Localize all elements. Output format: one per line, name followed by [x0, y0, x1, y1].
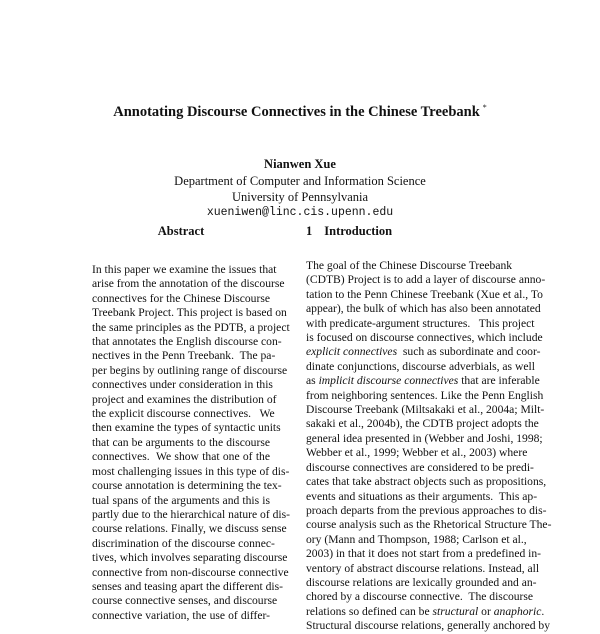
text-segment: nectives in the Penn Treebank. The pa- [92, 349, 276, 363]
text-segment: tual spans of the arguments and this is [92, 493, 270, 507]
text-segment: (CDTB) Project is to add a layer of discourse anno- [306, 273, 546, 287]
text-line [92, 536, 275, 551]
text-line [306, 619, 551, 633]
text-line [92, 494, 270, 508]
text-segment: 2003) in that it does not start from a predefined in- [306, 547, 542, 561]
text-segment: project and examines the distribution of [92, 392, 277, 406]
text-segment: course analysis such as the Rhetorical Structure The- [306, 518, 552, 532]
text-line [306, 374, 540, 388]
text-line [306, 388, 544, 403]
title-footnote-mark: * [482, 103, 487, 112]
section-number: 1 [306, 224, 313, 238]
text-segment: connectives under consideration in this [92, 378, 273, 392]
text-segment: cates that take abstract objects such as propositions, [306, 475, 547, 489]
text-segment: or [478, 604, 494, 618]
text-segment: most challenging issues in this type of dis- [92, 464, 290, 478]
text-segment: dinate conjunctions, discourse adverbials, as well [306, 359, 535, 373]
italic-text: structural [432, 604, 479, 618]
introduction-body [306, 259, 552, 634]
text-segment: ory (Mann and Thompson, 1988; Carlson et al., [306, 532, 527, 546]
text-segment: is focused on discourse connectives, which include [306, 331, 543, 345]
text-segment: as [306, 374, 319, 388]
text-line [92, 349, 276, 363]
text-line [92, 277, 285, 291]
text-line [92, 320, 290, 335]
text-segment: then examine the types of syntactic units [92, 421, 281, 435]
text-line [306, 547, 542, 561]
text-segment: per begins by outlining range of discourse [92, 363, 288, 377]
text-segment: In this paper we examine the issues that [92, 263, 277, 276]
text-line [92, 363, 288, 378]
text-segment: such as subordinate and coor- [397, 345, 541, 359]
text-segment: events and situations as their arguments. This ap- [306, 489, 538, 503]
text-line [92, 609, 270, 623]
text-segment: discourse relations are lexically grounded and an- [306, 575, 537, 589]
text-segment: connectives for the Chinese Discourse [92, 291, 270, 305]
text-segment: tives, which involves separating discourse [92, 551, 288, 565]
text-segment: chored by a discourse connective. The discourse [306, 590, 534, 604]
text-segment: the same principles as the PDTB, a project [92, 320, 290, 334]
text-line [306, 446, 528, 460]
abstract-body [92, 263, 290, 623]
introduction-heading [306, 224, 392, 239]
text-line [306, 489, 538, 504]
text-segment: connectives. We show that one of the [92, 450, 270, 464]
text-segment: appear), the bulk of which has also been annotated [306, 302, 541, 316]
text-line [306, 604, 545, 619]
text-segment: with predicate-argument structures. This project [306, 316, 535, 330]
text-segment: Discourse Treebank (Miltsakaki et al., 2004a; Milt- [306, 403, 545, 417]
text-line [306, 302, 541, 316]
text-line [306, 532, 527, 547]
text-line [306, 431, 543, 446]
text-line [306, 273, 546, 287]
author-department: Department of Computer and Information Science [174, 174, 426, 188]
text-line [306, 503, 547, 518]
text-line [92, 421, 281, 435]
text-line [92, 450, 270, 464]
text-line [306, 287, 543, 302]
text-segment: general idea presented in (Webber and Joshi, 1998; [306, 431, 543, 445]
text-segment: Structural discourse relations, generally anchored by [306, 619, 551, 633]
text-line [306, 259, 513, 273]
text-segment: that can be arguments to the discourse [92, 435, 270, 449]
text-line [92, 565, 289, 580]
text-segment: ventory of abstract discourse relations. Instead, all [306, 561, 540, 575]
text-line [92, 464, 290, 479]
text-line [306, 417, 539, 431]
text-line [306, 316, 535, 331]
text-line [306, 590, 534, 604]
paper-title [0, 103, 600, 121]
text-line [306, 575, 537, 590]
italic-text: anaphoric [493, 604, 542, 618]
text-segment: from neighboring sentences. Like the Penn English [306, 388, 544, 402]
text-segment: that are inferable [458, 374, 540, 388]
text-segment: . [541, 604, 545, 618]
text-segment: course connective senses, and discourse [92, 594, 278, 608]
text-segment: Webber et al., 1999; Webber et al., 2003) where [306, 446, 528, 460]
text-segment: arise from the annotation of the discourse [92, 277, 285, 291]
italic-text: explicit connectives [306, 345, 398, 359]
text-line [306, 460, 534, 475]
text-segment: course relations. Finally, we discuss sense [92, 522, 287, 536]
text-segment: partly due to the hierarchical nature of dis- [92, 507, 290, 521]
text-line [92, 522, 287, 536]
text-segment: senses and teasing apart the different dis- [92, 579, 284, 593]
text-line [92, 335, 282, 349]
text-segment: The goal of the Chinese Discourse Treebank [306, 259, 513, 272]
paper-title-text: Annotating Discourse Connectives in the Chinese Treebank [113, 103, 480, 120]
author-name: Nianwen Xue [264, 157, 336, 171]
text-segment: discrimination of the discourse connec- [92, 536, 275, 550]
text-line [92, 306, 287, 320]
text-line [92, 263, 277, 277]
text-segment: proach departs from the previous approaches to dis- [306, 503, 547, 517]
text-segment: sakaki et al., 2004b), the CDTB project adopts the [306, 417, 539, 431]
text-line [92, 507, 290, 522]
text-line [92, 551, 288, 565]
text-line [306, 518, 552, 532]
text-line [92, 579, 284, 594]
italic-text: implicit discourse connectives [318, 374, 459, 388]
text-segment: the explicit discourse connectives. We [92, 407, 275, 421]
text-line [92, 479, 282, 493]
text-line [92, 378, 273, 392]
text-segment: connective from non-discourse connective [92, 565, 289, 579]
section-title: Introduction [324, 224, 393, 238]
author-university: University of Pennsylvania [231, 190, 369, 204]
text-segment: tation to the Penn Chinese Treebank (Xue et al., To [306, 287, 543, 301]
text-line [306, 475, 547, 489]
text-segment: connective variation, the use of differ- [92, 608, 270, 622]
text-segment: discourse connectives are considered to be predi- [306, 460, 534, 474]
text-segment: course annotation is determining the tex- [92, 479, 282, 493]
abstract-heading: Abstract [157, 224, 205, 238]
text-segment: Treebank Project. This project is based on [92, 306, 287, 320]
text-line [306, 403, 545, 417]
text-segment: relations so defined can be [306, 604, 433, 618]
text-line [306, 345, 541, 359]
text-line [92, 436, 270, 450]
text-line [92, 292, 270, 306]
text-line [306, 359, 535, 374]
author-email: xueniwen@linc.cis.upenn.edu [206, 206, 394, 219]
text-line [92, 407, 275, 421]
text-line [306, 561, 540, 576]
text-segment: that annotates the English discourse con- [92, 335, 282, 349]
text-line [306, 331, 543, 345]
text-line [92, 392, 277, 407]
text-line [92, 594, 278, 608]
